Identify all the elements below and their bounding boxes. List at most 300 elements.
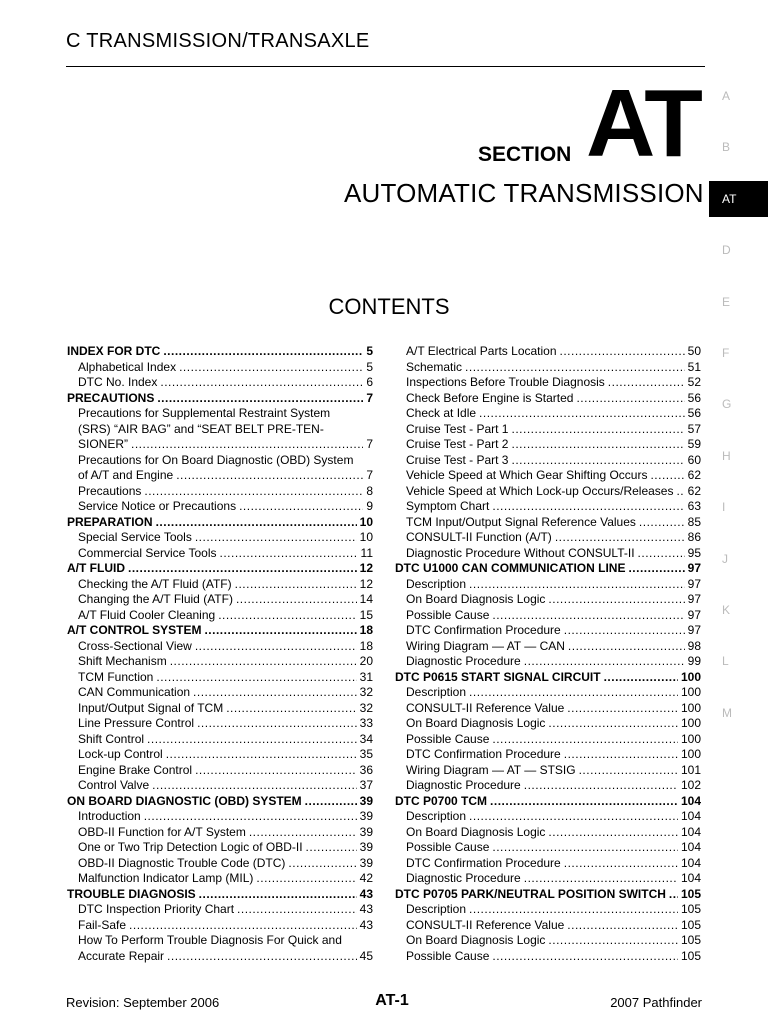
toc-entry[interactable] [67, 468, 373, 484]
toc-page-number: 97 [687, 623, 701, 637]
toc-entry-title: Input/Output Signal of TCM [78, 700, 224, 715]
section-header-label: C TRANSMISSION/TRANSAXLE [66, 30, 370, 52]
toc-page-number: 104 [680, 809, 701, 823]
toc-entry-title: On Board Diagnosis Logic [406, 933, 546, 947]
toc-entry[interactable] [395, 360, 701, 376]
toc-dot-leader [306, 840, 357, 856]
toc-page-number: 104 [680, 793, 701, 808]
toc-dot-leader [469, 902, 678, 918]
toc-page-number: 104 [680, 855, 701, 870]
toc-entry-title: Precautions for Supplemental Restraint System [78, 406, 331, 420]
toc-dot-leader [638, 546, 685, 562]
toc-page-number: 35 [359, 747, 373, 761]
toc-section-entry[interactable] [67, 623, 373, 639]
toc-entry-title: Special Service Tools [78, 530, 192, 544]
toc-entry[interactable] [67, 577, 373, 593]
toc-entry-title: DTC Confirmation Procedure [406, 747, 561, 761]
toc-entry-title: PRECAUTIONS [67, 390, 155, 405]
toc-entry-title: PREPARATION [67, 514, 153, 529]
toc-page-number: 43 [359, 902, 373, 916]
toc-entry-title: Description [406, 809, 467, 823]
toc-entry-title: Alphabetical Index [78, 359, 177, 374]
toc-dot-leader [152, 778, 356, 794]
toc-page-number: 101 [680, 762, 701, 777]
toc-dot-leader [129, 918, 357, 934]
toc-entry[interactable] [395, 375, 701, 391]
toc-entry-title: Cross-Sectional View [78, 638, 192, 653]
toc-dot-leader [650, 468, 684, 484]
toc-entry[interactable] [67, 530, 373, 546]
toc-page-number: 39 [359, 855, 373, 870]
toc-page-number: 62 [687, 468, 701, 482]
toc-page-number: 60 [687, 452, 701, 467]
toc-dot-leader [167, 949, 357, 965]
side-tab-l[interactable]: L [722, 654, 729, 669]
toc-entry-title: How To Perform Trouble Diagnosis For Quick and [78, 933, 342, 947]
toc-entry[interactable] [395, 825, 701, 841]
toc-dot-leader [479, 406, 685, 422]
toc-dot-leader [548, 933, 678, 949]
toc-entry-title: Changing the A/T Fluid (ATF) [78, 592, 233, 606]
toc-section-entry[interactable] [67, 561, 373, 577]
toc-entry-title: CAN Communication [78, 685, 191, 699]
toc-entry-title: Accurate Repair [78, 948, 165, 963]
toc-entry-title: Description [406, 576, 467, 591]
toc-entry-title: CONSULT-II Function (A/T) [406, 530, 552, 544]
toc-page-number: 39 [359, 809, 373, 823]
toc-dot-leader [490, 794, 678, 810]
toc-entry[interactable] [395, 577, 701, 593]
toc-section-entry[interactable] [67, 515, 373, 531]
toc-page-number: 9 [366, 499, 373, 513]
toc-entry[interactable] [395, 949, 701, 965]
toc-entry-title: A/T FLUID [67, 561, 125, 575]
footer-model: 2007 Pathfinder [610, 995, 702, 1010]
toc-page-number: 100 [680, 685, 701, 699]
toc-page-number: 97 [687, 607, 701, 622]
toc-section-entry[interactable] [67, 794, 373, 810]
toc-entry[interactable] [395, 608, 701, 624]
toc-entry-title: DTC Confirmation Procedure [406, 855, 561, 870]
toc-entry[interactable] [67, 840, 373, 856]
toc-entry[interactable] [395, 732, 701, 748]
toc-entry-title: TCM Input/Output Signal Reference Values [406, 514, 636, 529]
toc-entry[interactable] [395, 747, 701, 763]
toc-dot-leader [492, 732, 678, 748]
toc-page-number: 57 [687, 421, 701, 436]
toc-dot-leader [524, 871, 678, 887]
toc-entry-title: Precautions for On Board Diagnostic (OBD) System [78, 452, 354, 467]
toc-entry[interactable] [395, 654, 701, 670]
toc-dot-leader [676, 484, 684, 500]
toc-dot-leader [288, 856, 356, 872]
toc-right-column [395, 344, 701, 964]
toc-section-entry[interactable] [395, 670, 701, 686]
toc-page-number: 86 [687, 530, 701, 544]
toc-page-number: 12 [359, 576, 373, 591]
toc-entry-title: Description [406, 685, 467, 699]
toc-entry-title: Engine Brake Control [78, 762, 193, 777]
toc-entry-title: Diagnostic Procedure [406, 778, 521, 792]
toc-entry[interactable] [395, 623, 701, 639]
toc-entry[interactable] [395, 701, 701, 717]
side-tab-a[interactable]: A [722, 89, 731, 103]
toc-dot-leader [511, 453, 684, 469]
toc-entry-title: DTC No. Index [78, 375, 158, 389]
toc-entry[interactable] [395, 639, 701, 655]
toc-entry-title: Check at Idle [406, 406, 477, 420]
toc-dot-leader [166, 747, 357, 763]
header-rule [66, 66, 705, 67]
toc-page-number: 100 [680, 731, 701, 746]
toc-entry-title: One or Two Trip Detection Logic of OBD-II [78, 840, 303, 854]
toc-dot-leader [567, 918, 678, 934]
toc-dot-leader [199, 887, 357, 903]
toc-dot-leader [608, 375, 685, 391]
toc-entry-title: Diagnostic Procedure [406, 654, 521, 668]
toc-page-number: 14 [359, 592, 373, 606]
toc-page-number: 31 [359, 669, 373, 684]
toc-page-number: 104 [680, 840, 701, 854]
toc-entry-title: ON BOARD DIAGNOSTIC (OBD) SYSTEM [67, 793, 302, 808]
toc-dot-leader [639, 515, 685, 531]
toc-dot-leader [511, 437, 684, 453]
toc-entry-title: Inspections Before Trouble Diagnosis [406, 375, 605, 389]
toc-section-entry[interactable] [395, 561, 701, 577]
toc-page-number: 105 [680, 902, 701, 916]
toc-entry-title: Commercial Service Tools [78, 545, 217, 560]
toc-entry-title: On Board Diagnosis Logic [406, 716, 546, 730]
toc-entry-title: Control Valve [78, 778, 150, 792]
toc-entry[interactable] [67, 809, 373, 825]
toc-page-number: 32 [359, 700, 373, 715]
toc-entry[interactable] [67, 499, 373, 515]
side-tab-i[interactable]: I [722, 500, 726, 515]
side-tab-h[interactable]: H [722, 448, 731, 463]
contents-title: CONTENTS [328, 294, 450, 319]
toc-page-number: 7 [366, 390, 373, 405]
toc-entry[interactable] [67, 856, 373, 872]
toc-entry-title: Shift Control [78, 731, 145, 746]
toc-entry-title: TCM Function [78, 669, 154, 684]
toc-page-number: 42 [359, 871, 373, 885]
toc-entry[interactable] [395, 546, 701, 562]
toc-dot-leader [524, 778, 678, 794]
toc-page-number: 39 [359, 793, 373, 808]
toc-dot-leader [604, 670, 678, 686]
toc-dot-leader [564, 623, 685, 639]
toc-entry-title: Malfunction Indicator Lamp (MIL) [78, 871, 254, 885]
toc-entry[interactable] [395, 763, 701, 779]
toc-entry-title: DTC Confirmation Procedure [406, 623, 561, 637]
toc-page-number: 100 [680, 669, 701, 684]
toc-entry-title: Service Notice or Precautions [78, 499, 237, 513]
toc-page-number: 97 [687, 561, 701, 575]
toc-dot-leader [195, 639, 357, 655]
toc-entry[interactable] [67, 825, 373, 841]
toc-entry-title: Fail-Safe [78, 917, 127, 932]
toc-entry[interactable] [67, 592, 373, 608]
toc-dot-leader [511, 422, 684, 438]
toc-entry-title: Checking the A/T Fluid (ATF) [78, 576, 232, 591]
toc-entry[interactable] [395, 484, 701, 500]
toc-dot-leader [669, 887, 678, 903]
toc-entry-title: Diagnostic Procedure [406, 871, 521, 885]
toc-page-number: 18 [359, 623, 373, 637]
toc-dot-leader [256, 871, 356, 887]
toc-dot-leader [305, 794, 357, 810]
toc-page-number: 105 [680, 886, 701, 901]
toc-entry-title: Check Before Engine is Started [406, 390, 574, 405]
toc-dot-leader [576, 391, 684, 407]
toc-entry[interactable] [67, 453, 373, 469]
section-word: SECTION [478, 143, 572, 166]
toc-page-number: 104 [680, 871, 701, 885]
toc-dot-leader [163, 344, 363, 360]
toc-entry[interactable] [67, 701, 373, 717]
toc-dot-leader [156, 515, 357, 531]
toc-section-entry[interactable] [67, 344, 373, 360]
toc-entry[interactable] [395, 422, 701, 438]
toc-dot-leader [560, 344, 685, 360]
toc-entry-title: DTC U1000 CAN COMMUNICATION LINE [395, 561, 626, 575]
toc-entry-title: Precautions [78, 483, 142, 498]
toc-dot-leader [548, 592, 684, 608]
toc-entry[interactable] [395, 918, 701, 934]
toc-entry-title: Schematic [406, 359, 463, 374]
toc-page-number: 100 [680, 716, 701, 730]
toc-entry[interactable] [395, 344, 701, 360]
toc-page-number: 6 [366, 375, 373, 389]
toc-entry[interactable] [67, 716, 373, 732]
toc-entry-title: DTC P0615 START SIGNAL CIRCUIT [395, 669, 601, 684]
toc-entry[interactable] [395, 871, 701, 887]
toc-page-number: 7 [366, 437, 373, 451]
toc-entry-title: of A/T and Engine [78, 468, 174, 482]
toc-entry-title: Vehicle Speed at Which Lock-up Occurs/Releases [406, 483, 674, 498]
toc-dot-leader [579, 763, 678, 779]
toc-entry[interactable] [67, 763, 373, 779]
toc-page-number: 7 [366, 468, 373, 482]
toc-entry[interactable] [395, 515, 701, 531]
toc-section-entry[interactable] [395, 794, 701, 810]
toc-dot-leader [235, 577, 357, 593]
toc-entry-title: Possible Cause [406, 840, 490, 854]
footer-revision: Revision: September 2006 [66, 995, 220, 1010]
toc-entry[interactable] [67, 360, 373, 376]
toc-entry[interactable] [67, 685, 373, 701]
toc-entry-title: Vehicle Speed at Which Gear Shifting Occurs [406, 468, 648, 482]
toc-page-number: 50 [687, 344, 701, 358]
toc-dot-leader [157, 391, 363, 407]
toc-dot-leader [564, 856, 678, 872]
toc-entry[interactable] [395, 809, 701, 825]
toc-section-entry[interactable] [395, 887, 701, 903]
toc-entry[interactable] [67, 778, 373, 794]
toc-entry-title: Shift Mechanism [78, 654, 167, 668]
toc-section-entry[interactable] [67, 887, 373, 903]
toc-entry[interactable] [67, 375, 373, 391]
toc-dot-leader [469, 685, 678, 701]
toc-dot-leader [492, 499, 684, 515]
toc-entry[interactable] [67, 918, 373, 934]
toc-entry[interactable] [67, 949, 373, 965]
toc-entry-title: On Board Diagnosis Logic [406, 592, 546, 606]
toc-page-number: 85 [687, 514, 701, 529]
toc-dot-leader [160, 375, 363, 391]
toc-dot-leader [492, 949, 678, 965]
toc-entry[interactable] [395, 468, 701, 484]
toc-entry[interactable] [67, 422, 373, 438]
toc-entry-title: Lock-up Control [78, 747, 163, 761]
toc-page-number: 100 [680, 747, 701, 761]
toc-page-number: 18 [359, 638, 373, 653]
toc-page-number: 34 [359, 731, 373, 746]
toc-page-number: 63 [687, 499, 701, 513]
section-title: AUTOMATIC TRANSMISSION [344, 178, 704, 208]
toc-entry[interactable] [395, 716, 701, 732]
toc-entry[interactable] [67, 406, 373, 422]
toc-dot-leader [226, 701, 356, 717]
toc-dot-leader [144, 484, 363, 500]
toc-entry[interactable] [67, 639, 373, 655]
toc-entry[interactable] [395, 933, 701, 949]
toc-entry-title: Cruise Test - Part 2 [406, 437, 509, 451]
toc-entry[interactable] [67, 933, 373, 949]
toc-dot-leader [239, 499, 363, 515]
toc-entry-title: (SRS) “AIR BAG” and “SEAT BELT PRE-TEN- [78, 421, 324, 436]
toc-entry-title: Possible Cause [406, 948, 490, 963]
toc-dot-leader [144, 809, 357, 825]
toc-dot-leader [179, 360, 363, 376]
toc-page-number: 20 [359, 654, 373, 668]
toc-entry[interactable] [395, 856, 701, 872]
toc-entry[interactable] [395, 406, 701, 422]
toc-dot-leader [628, 561, 684, 577]
toc-entry-title: DTC Inspection Priority Chart [78, 902, 235, 916]
toc-entry-title: Wiring Diagram — AT — STSIG [406, 762, 576, 777]
toc-entry-title: INDEX FOR DTC [67, 344, 161, 358]
toc-page-number: 15 [359, 607, 373, 622]
toc-page-number: 39 [359, 824, 373, 839]
toc-entry[interactable] [395, 453, 701, 469]
toc-entry[interactable] [395, 592, 701, 608]
toc-dot-leader [128, 561, 357, 577]
toc-entry-title: A/T CONTROL SYSTEM [67, 623, 202, 637]
toc-entry-title: CONSULT-II Reference Value [406, 700, 565, 715]
toc-entry[interactable] [395, 530, 701, 546]
toc-dot-leader [249, 825, 357, 841]
toc-page-number: 104 [680, 824, 701, 839]
toc-entry[interactable] [67, 484, 373, 500]
toc-entry[interactable] [67, 747, 373, 763]
toc-entry[interactable] [67, 437, 373, 453]
toc-entry[interactable] [67, 546, 373, 562]
toc-page-number: 52 [687, 375, 701, 389]
toc-dot-leader [548, 716, 678, 732]
toc-dot-leader [195, 530, 357, 546]
toc-dot-leader [218, 608, 356, 624]
toc-dot-leader [147, 732, 357, 748]
toc-entry[interactable] [395, 840, 701, 856]
toc-dot-leader [469, 809, 678, 825]
side-tab-g[interactable]: G [722, 397, 732, 412]
toc-entry[interactable] [67, 654, 373, 670]
toc-page-number: 62 [687, 483, 701, 498]
toc-entry[interactable] [67, 902, 373, 918]
toc-page-number: 99 [687, 654, 701, 668]
toc-dot-leader [568, 639, 685, 655]
toc-entry[interactable] [395, 778, 701, 794]
toc-dot-leader [197, 716, 357, 732]
toc-page-number: 105 [680, 948, 701, 963]
toc-entry-title: Introduction [78, 809, 141, 823]
toc-page-number: 100 [680, 700, 701, 715]
toc-dot-leader [564, 747, 678, 763]
side-tab-at[interactable]: AT [709, 181, 768, 217]
side-tab-j[interactable]: J [722, 551, 728, 566]
toc-entry-title: Wiring Diagram — AT — CAN [406, 638, 565, 653]
toc-dot-leader [237, 902, 357, 918]
toc-entry-title: A/T Fluid Cooler Cleaning [78, 607, 216, 622]
toc-entry[interactable] [67, 608, 373, 624]
toc-dot-leader [176, 468, 363, 484]
toc-page-number: 10 [359, 530, 373, 544]
toc-page-number: 8 [366, 483, 373, 498]
toc-entry-title: OBD-II Diagnostic Trouble Code (DTC) [78, 855, 286, 870]
side-tab-m[interactable]: M [722, 705, 732, 720]
toc-page-number: 51 [687, 359, 701, 374]
toc-dot-leader [465, 360, 685, 376]
toc-page-number: 36 [359, 762, 373, 777]
toc-entry-title: Line Pressure Control [78, 716, 195, 730]
toc-dot-leader [170, 654, 357, 670]
toc-entry[interactable] [395, 902, 701, 918]
toc-dot-leader [524, 654, 685, 670]
toc-entry-title: A/T Electrical Parts Location [406, 344, 557, 358]
toc-entry[interactable] [67, 670, 373, 686]
toc-entry-title: Cruise Test - Part 3 [406, 452, 509, 467]
toc-entry[interactable] [395, 499, 701, 515]
toc-entry-title: Symptom Chart [406, 499, 490, 513]
toc-dot-leader [193, 685, 357, 701]
toc-page-number: 45 [359, 948, 373, 963]
toc-page-number: 43 [359, 886, 373, 901]
toc-entry-title: DTC P0705 PARK/NEUTRAL POSITION SWITCH [395, 886, 666, 901]
side-tab-d[interactable]: D [722, 243, 731, 258]
toc-dot-leader [195, 763, 357, 779]
toc-page-number: 97 [687, 592, 701, 606]
side-tab-b[interactable]: B [722, 140, 731, 155]
toc-entry-title: Cruise Test - Part 1 [406, 421, 509, 436]
toc-section-entry[interactable] [67, 391, 373, 407]
toc-entry[interactable] [395, 437, 701, 453]
toc-entry[interactable] [67, 871, 373, 887]
toc-dot-leader [548, 825, 678, 841]
toc-entry[interactable] [67, 732, 373, 748]
side-tab-f[interactable]: F [722, 346, 730, 360]
toc-entry-title: Possible Cause [406, 731, 490, 746]
toc-page-number: 102 [680, 778, 701, 792]
side-tab-k[interactable]: K [722, 603, 731, 617]
toc-entry[interactable] [395, 391, 701, 407]
toc-entry[interactable] [395, 685, 701, 701]
toc-dot-leader [156, 670, 356, 686]
side-tab-e[interactable]: E [722, 294, 731, 309]
footer-page-id: AT-1 [375, 992, 409, 1009]
toc-dot-leader [492, 608, 684, 624]
toc-page-number: 12 [359, 561, 373, 575]
